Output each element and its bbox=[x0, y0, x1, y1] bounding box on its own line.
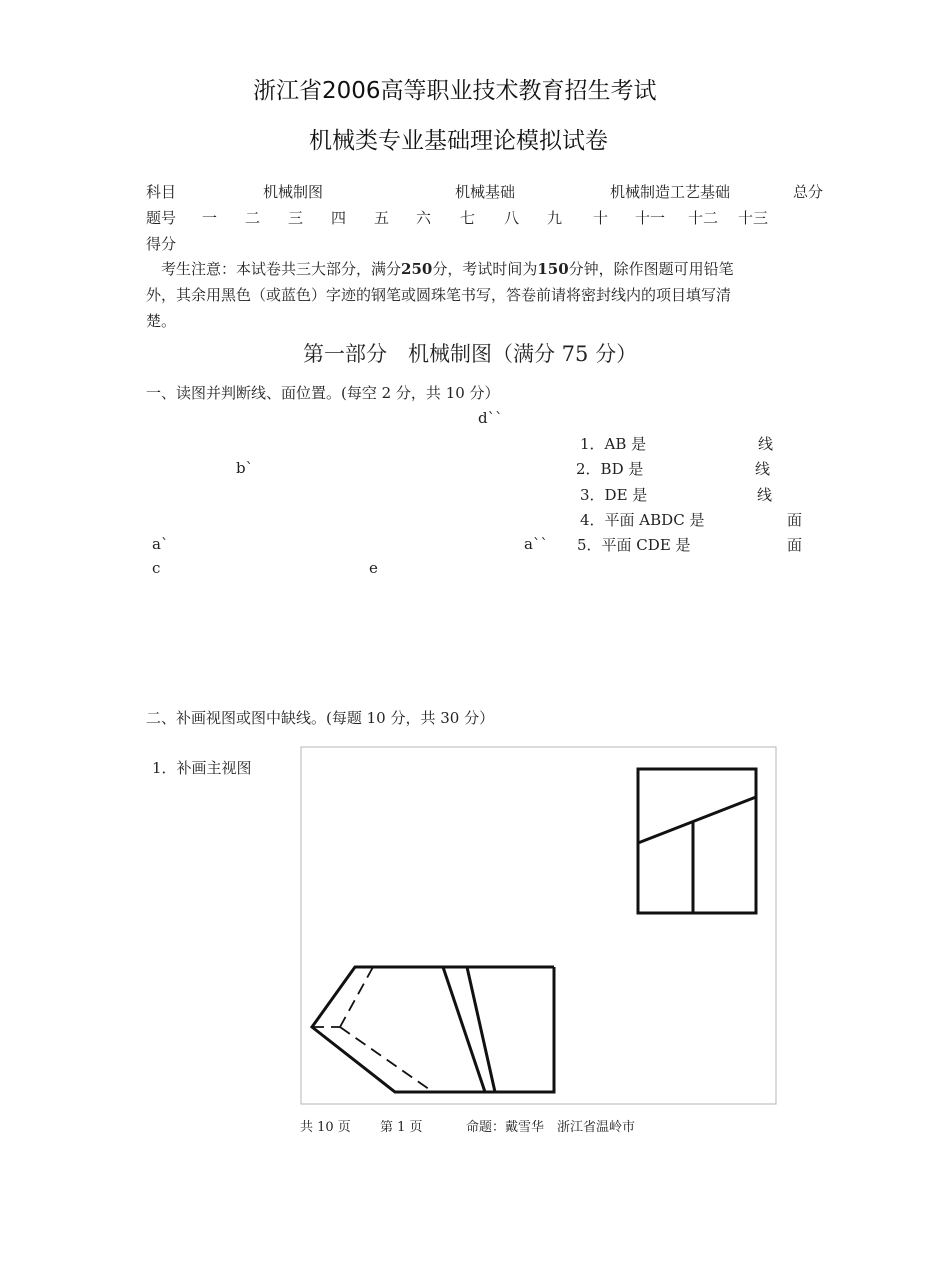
q1-item-4: 4．平面 ABDC 是 bbox=[580, 511, 705, 529]
q1-item-3-tail: 线 bbox=[757, 486, 773, 504]
notice-line2: 外，其余用黑色（或蓝色）字迹的钢笔或圆珠笔书写，答卷前请将密封线内的项目填写清 bbox=[146, 286, 732, 304]
side-view bbox=[638, 769, 756, 913]
q2-heading: 二、补画视图或图中缺线。(每题 10 分，共 30 分） bbox=[146, 709, 495, 727]
question-number: 十一 bbox=[635, 209, 666, 227]
q1-item-1-tail: 线 bbox=[758, 435, 774, 453]
q1-item-1: 1．AB 是 bbox=[580, 435, 647, 453]
question-number: 三 bbox=[288, 209, 304, 227]
question-number: 四 bbox=[331, 209, 347, 227]
label-d-double-prime: d`` bbox=[478, 409, 503, 427]
subject-basics: 机械基础 bbox=[455, 183, 516, 201]
question-number: 十二 bbox=[688, 209, 719, 227]
part1-title: 第一部分 机械制图（满分 75 分） bbox=[303, 342, 638, 366]
q1-item-5: 5．平面 CDE 是 bbox=[577, 536, 691, 554]
label-e: e bbox=[369, 559, 378, 577]
footer-page-number: 第 1 页 bbox=[380, 1120, 423, 1135]
score-row-number-label: 题号 bbox=[146, 209, 177, 227]
question-number: 七 bbox=[460, 209, 476, 227]
label-b-prime: b` bbox=[236, 459, 254, 477]
score-row-subject-label: 科目 bbox=[146, 183, 177, 201]
front-view bbox=[312, 967, 554, 1092]
footer-author: 命题：戴雪华 浙江省温岭市 bbox=[466, 1120, 636, 1135]
score-row-score-label: 得分 bbox=[146, 235, 177, 253]
question-number: 二 bbox=[245, 209, 261, 227]
subject-total: 总分 bbox=[793, 183, 824, 201]
q2-drawing-figure bbox=[300, 746, 778, 1106]
notice-text-c: 分钟，除作图题可用铅笔 bbox=[568, 260, 734, 278]
notice-line1 bbox=[146, 256, 826, 282]
notice-duration: 150 bbox=[537, 260, 569, 278]
exam-subtitle: 机械类专业基础理论模拟试卷 bbox=[309, 128, 608, 154]
question-number: 八 bbox=[504, 209, 520, 227]
q1-item-4-tail: 面 bbox=[787, 511, 803, 529]
question-number: 一 bbox=[202, 209, 218, 227]
q1-item-2-tail: 线 bbox=[755, 460, 771, 478]
q2-sub1-label: 1．补画主视图 bbox=[152, 759, 252, 777]
label-c: c bbox=[152, 559, 161, 577]
question-number: 五 bbox=[374, 209, 390, 227]
question-number: 十三 bbox=[738, 209, 769, 227]
subject-drawing: 机械制图 bbox=[263, 183, 324, 201]
q1-item-3: 3．DE 是 bbox=[580, 486, 648, 504]
exam-title: 浙江省2006高等职业技术教育招生考试 bbox=[253, 78, 657, 104]
q1-item-5-tail: 面 bbox=[787, 536, 803, 554]
subject-process: 机械制造工艺基础 bbox=[610, 183, 731, 201]
question-number: 六 bbox=[416, 209, 432, 227]
notice-text-b: 分，考试时间为 bbox=[432, 260, 538, 278]
label-a-double-prime: a`` bbox=[524, 535, 548, 553]
footer-total-pages: 共 10 页 bbox=[300, 1120, 351, 1135]
question-number: 九 bbox=[547, 209, 563, 227]
q1-item-2: 2．BD 是 bbox=[576, 460, 644, 478]
notice-text-a: 考生注意：本试卷共三大部分，满分 bbox=[161, 260, 402, 278]
label-a-prime: a` bbox=[152, 535, 169, 553]
q1-heading: 一、读图并判断线、面位置。(每空 2 分，共 10 分） bbox=[146, 384, 500, 402]
question-number: 十 bbox=[593, 209, 609, 227]
notice-line3: 楚。 bbox=[146, 312, 177, 330]
notice-full-score: 250 bbox=[401, 260, 433, 278]
